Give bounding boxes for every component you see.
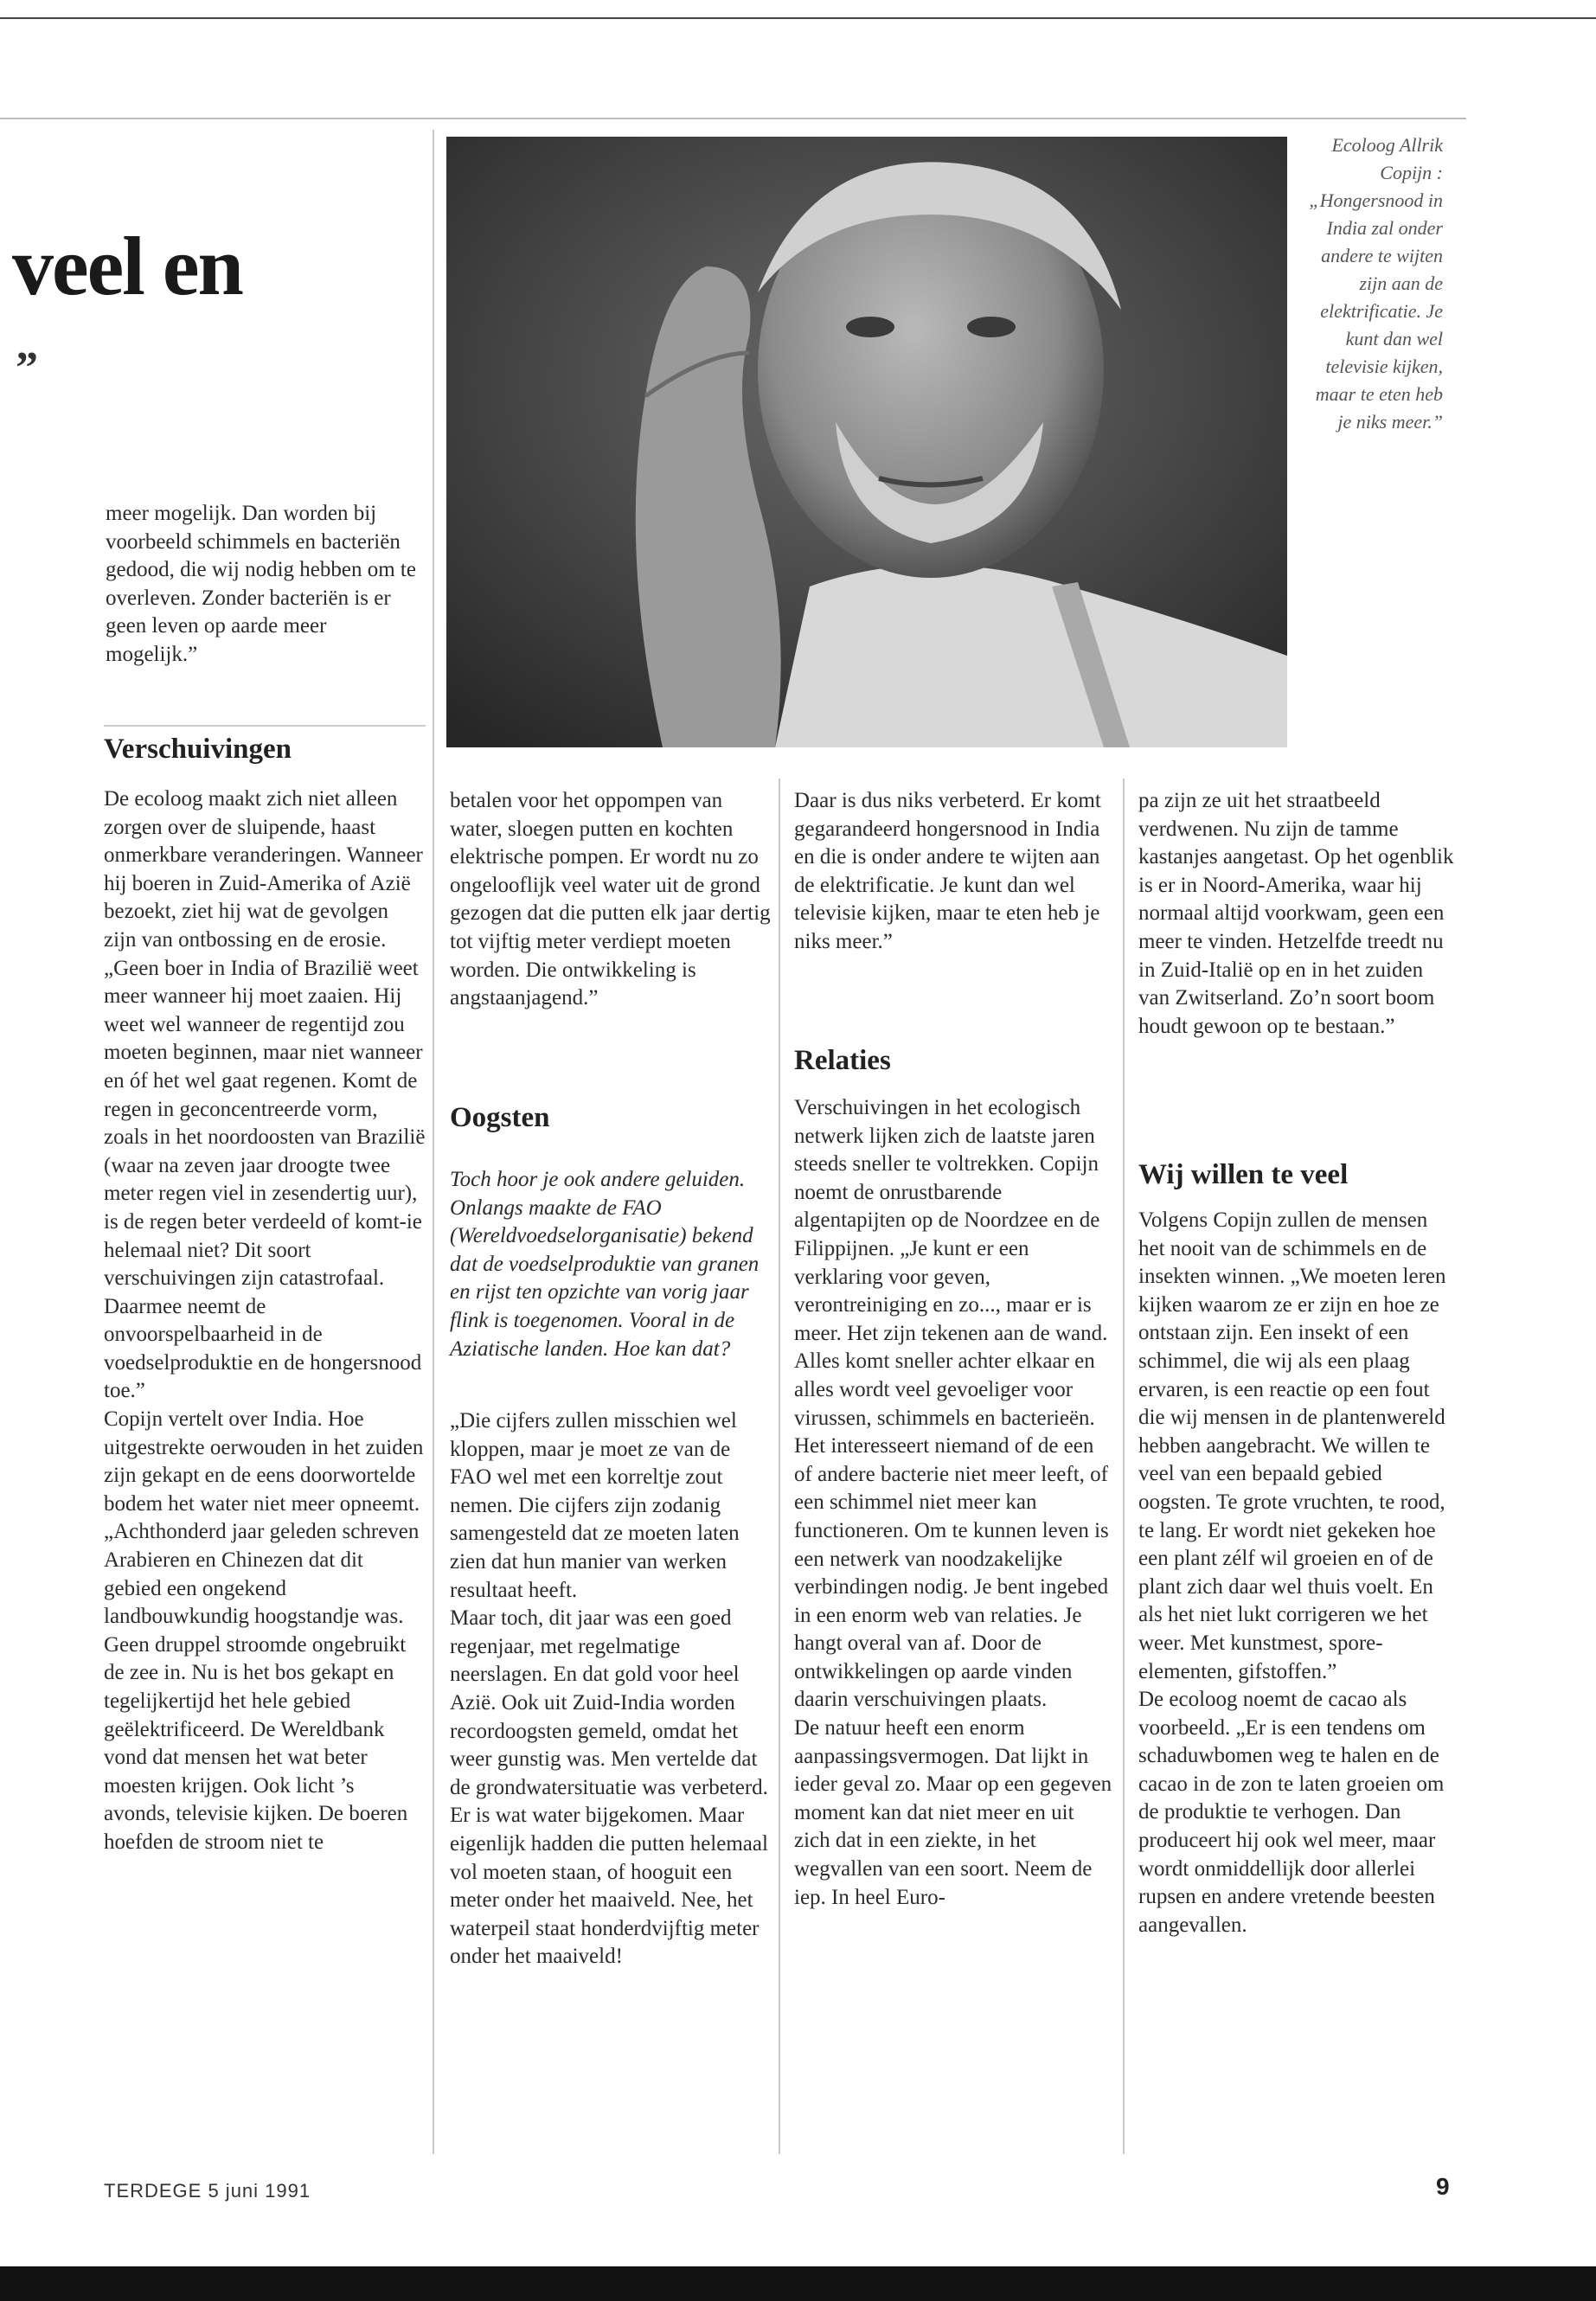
- top-rule: [0, 17, 1596, 19]
- article-headline: veel en: [12, 220, 242, 312]
- portrait-illustration: [446, 137, 1287, 747]
- bottom-bar: [0, 2266, 1596, 2301]
- relaties-body: Verschuivingen in het ecologisch netwerk lijken zich de laatste jaren steeds sneller te voltrekken. Copijn noemt de onrustbarende algentapijten op de Noordzee en de Filippijnen. „Je kunt er een verklaring voor geven, verontreiniging en zo..., maar er is meer. Het zijn tekenen aan de wand. Alles komt sneller achter elkaar en alles wordt veel gevoeliger voor virussen, schimmels en bacterieën. Het interesseert niemand of de een of andere bacterie niet meer leeft, of een schimmel niet meer kan functioneren. Om te kunnen leven is een netwerk van noodzakelijke verbindingen nodig. Je bent ingebed in een enorm web van relaties. Je hangt overal van af. Door de ontwikkelingen op aarde vinden daarin verschuivingen plaats. De natuur heeft een enorm aanpassingsvermogen. Dat lijkt in ieder geval zo. Maar op een gegeven moment kan dat niet meer en uit zich dat in een ziekte, in het wegvallen van een soort. Neem de iep. In heel Euro-: [794, 1096, 1112, 1909]
- column2-body: betalen voor het oppompen van water, sloegen putten en kochten elektrische pompen. Er wordt nu zo ongelooflijk veel water uit de grond gezogen dat die putten elk jaar dertig tot vijftig meter verdiept moeten worden. Die ontwikkeling is angstaanjagend.”: [450, 789, 771, 1010]
- section-rule: [104, 725, 426, 727]
- headline-quote-mark: ”: [16, 343, 38, 393]
- column-divider-1: [433, 130, 434, 2154]
- column1-body: De ecoloog maakt zich niet alleen zorgen over de sluipende, haast onmerkbare veranderingen. Wanneer hij boeren in Zuid-Amerika of Azië bezoekt, ziet hij wat de gevolgen zijn van ontbossing en de erosie. „Geen boer in India of Brazilië weet meer wanneer hij moet zaaien. Hij weet wel wanneer de regentijd zou moeten beginnen, maar niet wanneer en óf het wel gaat regenen. Komt de regen in geconcentreerde vorm, zoals in het noordoosten van Brazilië (waar na zeven jaar droogte twee meter regen viel in zesendertig uur), is de regen beter verdeeld of komt-ie helemaal niet? Dit soort verschuivingen zijn catastrofaal. Daarmee neemt de onvoorspelbaarheid in de voedselproduktie en de hongersnood toe.” Copijn vertelt over India. Hoe uitgestrekte oerwouden in het zuiden zijn gekapt en de eens doorwortelde bodem het water niet meer opneemt. „Achthonderd jaar geleden schreven Arabieren en Chinezen dat dit gebied een ongekend landbouwkundig hoogstandje was. Geen druppel stroomde ongebruikt de zee in. Nu is het bos gekapt en tegelijkertijd het hele gebied geëlektrificeerd. De Wereldbank vond dat mensen het wat beter moesten krijgen. Ook licht ’s avonds, televisie kijken. De boeren hoefden de stroom niet te: [104, 787, 426, 1854]
- subheading-relaties: Relaties: [794, 1045, 891, 1076]
- header-rule: [0, 118, 1466, 119]
- page-number: 9: [1436, 2173, 1450, 2200]
- column3-body: Daar is dus niks verbeterd. Er komt gegarandeerd hongersnood in India en die is onder andere te wijten aan de elektrificatie. Je kunt dan wel televisie kijken, maar te eten heb je niks meer.”: [794, 789, 1101, 953]
- intro-paragraph: meer mogelijk. Dan worden bij voorbeeld schimmels en bacteriën gedood, die wij nodig hebben om te overleven. Zonder bacteriën is er geen leven op aarde meer mogelijk.”: [106, 502, 416, 666]
- oogsten-question: Toch hoor je ook andere geluiden. Onlangs maakte de FAO (Wereldvoedselorganisatie) bekend dat de voedselproduktie van granen en rijst ten opzichte van vorig jaar flink is toegenomen. Vooral in de Aziatische landen. Hoe kan dat?: [450, 1168, 760, 1361]
- column-divider-3: [1123, 779, 1125, 2154]
- column4-body: pa zijn ze uit het straatbeeld verdwenen. Nu zijn de tamme kastanjes aangetast. Op het ogenblik is er in Noord-Amerika, waar hij normaal altijd voorkwam, geen een meer te vinden. Hetzelfde treedt nu in Zuid-Italië op en in het zuiden van Zwitserland. Zo’n soort boom houdt gewoon op te bestaan.”: [1138, 789, 1454, 1038]
- oogsten-body: „Die cijfers zullen misschien wel kloppen, maar je moet ze van de FAO wel met een korreltje zout nemen. Die cijfers zijn zodanig samengesteld dat ze moeten laten zien dat hun manier van werken resultaat heeft. Maar toch, dit jaar was een goed regenjaar, met regelmatige neerslagen. En dat gold voor heel Azië. Ook uit Zuid-India worden recordoogsten gemeld, omdat het weer gunstig was. Men vertelde dat de grondwatersituatie was verbeterd. Er is wat water bijgekomen. Maar eigenlijk hadden die putten helemaal vol moeten staan, of hooguit een meter onder het maaiveld. Nee, het waterpeil staat honderdvijftig meter onder het maaiveld!: [450, 1409, 768, 1969]
- wij-willen-te-veel-body: Volgens Copijn zullen de mensen het nooit van de schimmels en de insekten winnen. „We moeten leren kijken waarom ze er zijn en hoe ze ontstaan zijn. Een insekt of een schimmel, die wij als een plaag ervaren, is een reactie op een fout die wij mensen in de plantenwereld hebben aangebracht. We willen te veel van een bepaald gebied oogsten. Te grote vruchten, te rood, te lang. Er wordt niet gekeken hoe een plant zélf wil groeien en of de plant zich daar wel thuis voelt. En als het niet lukt corrigeren we het weer. Met kunstmest, spore-elementen, gifstoffen.” De ecoloog noemt de cacao als voorbeeld. „Er is een tendens om schaduwbomen weg te halen en de cacao in de zon te laten groeien om de produktie te verhogen. Dan produceert hij ook wel meer, maar wordt onmiddellijk door allerlei rupsen en andere vretende beesten aangevallen.: [1138, 1208, 1446, 1937]
- subheading-verschuivingen: Verschuivingen: [104, 734, 292, 765]
- column-divider-2: [779, 779, 780, 2154]
- subheading-wij-willen-te-veel: Wij willen te veel: [1138, 1159, 1349, 1190]
- subheading-oogsten: Oogsten: [450, 1102, 550, 1133]
- photo-caption: Ecoloog Allrik Copijn : „Hongersnood in India zal onder andere te wijten zijn aan de elektrificatie. Je kunt dan wel televisie kijken, maar te eten heb je niks meer.”: [1309, 134, 1443, 433]
- publication-footer: TERDEGE 5 juni 1991: [104, 2180, 311, 2202]
- portrait-photo: [446, 137, 1287, 747]
